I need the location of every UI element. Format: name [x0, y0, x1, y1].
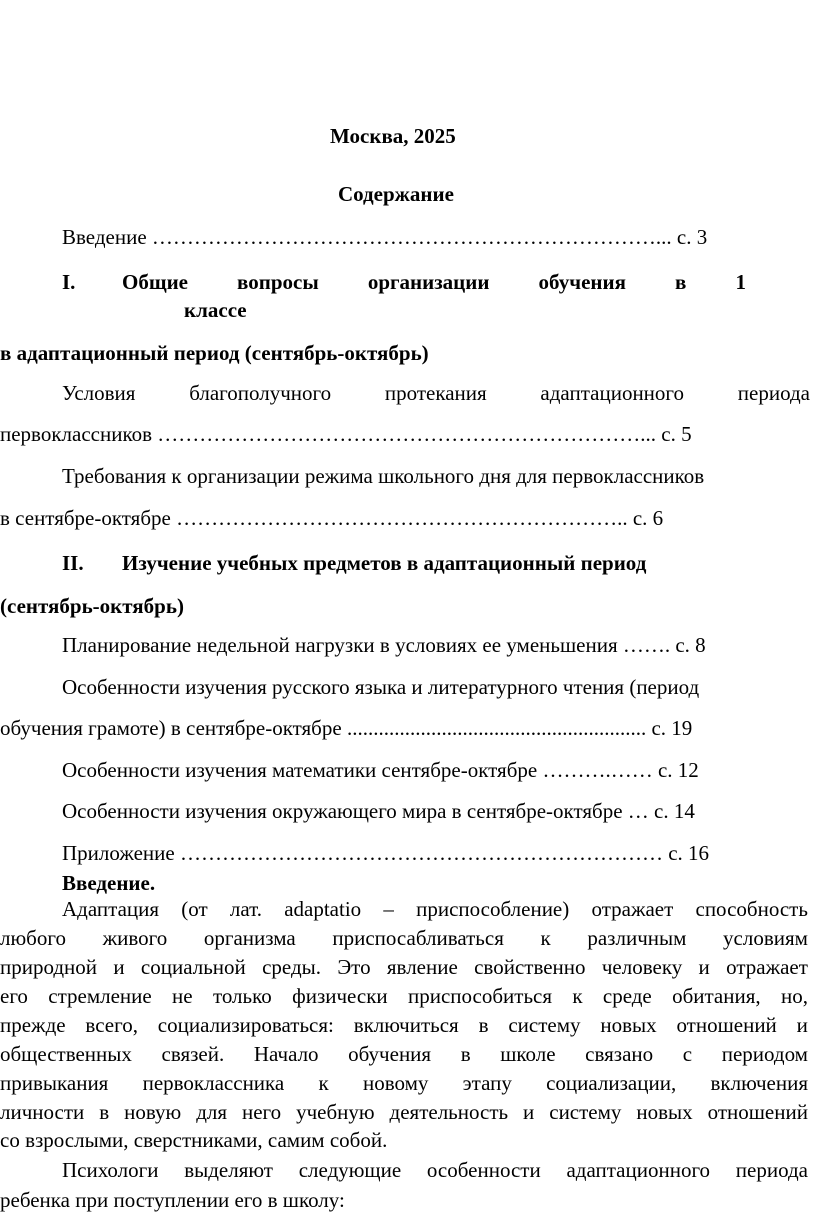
contents-title: Содержание — [338, 182, 454, 206]
toc-section-2-title-cont: (сентябрь-октябрь) — [0, 594, 184, 618]
toc-section-1-title-cont2: в адаптационный период (сентябрь-октябрь) — [0, 341, 429, 365]
paragraph-word: этапу — [462, 1071, 512, 1095]
paragraph-word: и — [796, 1013, 808, 1037]
paragraph-word: приспособиться — [407, 984, 553, 1008]
paragraph-word: Адаптация — [62, 897, 160, 921]
toc-section-1-title — [122, 272, 746, 293]
paragraph-word: Психологи — [62, 1158, 159, 1182]
paragraph-word: социальной — [140, 955, 246, 979]
paragraph-word: и — [523, 1100, 535, 1124]
paragraph-word: к — [572, 984, 583, 1008]
paragraph-word: новых — [636, 1100, 693, 1124]
paragraph-word: человеку — [601, 955, 683, 979]
toc-item-2-1: Планирование недельной нагрузки в условиях ее уменьшения ……. с. 8 — [62, 633, 706, 657]
paragraph-word: для — [196, 1100, 228, 1124]
toc-word: вопросы — [237, 270, 319, 294]
paragraph-word: выделяют — [184, 1158, 273, 1182]
toc-word: в — [675, 270, 687, 294]
toc-item-2-3: Особенности изучения математики сентябре-октябре ……….…… с. 12 — [62, 758, 699, 782]
paragraph-word: следующие — [298, 1158, 402, 1182]
paragraph-word: способность — [695, 897, 808, 921]
toc-item-2-4: Особенности изучения окружающего мира в сентябре-октябре … с. 14 — [62, 799, 695, 823]
toc-word: благополучного — [189, 381, 332, 405]
paragraph-word: прежде — [0, 1013, 66, 1037]
intro-paragraph-2-last-line: ребенка при поступлении его в школу: — [0, 1188, 345, 1212]
toc-item-1-1 — [62, 383, 810, 404]
paragraph-word: систему — [508, 1013, 581, 1037]
toc-section-2-number: II. — [62, 551, 84, 575]
paragraph-word: социализации, — [546, 1071, 677, 1095]
toc-intro: Введение ………………………………………………………………... с. 3 — [62, 225, 708, 249]
paragraph-word: отношений — [707, 1100, 808, 1124]
paragraph-word: систему — [549, 1100, 622, 1124]
paragraph-word: организма — [203, 926, 296, 950]
toc-section-1-number: I. — [62, 270, 76, 294]
toc-section-2-title: Изучение учебных предметов в адаптационный период — [122, 551, 647, 575]
paragraph-word: приспособление) — [416, 897, 570, 921]
paragraph-word: в — [478, 1013, 489, 1037]
toc-section-1-title-cont: классе — [184, 298, 247, 322]
paragraph-word: первоклассника — [142, 1071, 285, 1095]
paragraph-word: его — [0, 984, 28, 1008]
paragraph-word: обучения — [348, 1042, 432, 1066]
paragraph-word: лат. — [229, 897, 262, 921]
paragraph-word: только — [212, 984, 272, 1008]
paragraph-word: любого — [0, 926, 66, 950]
paragraph-word: среде — [602, 984, 652, 1008]
paragraph-word: природной — [0, 955, 98, 979]
paragraph-line — [62, 899, 808, 920]
paragraph-word: общественных — [0, 1042, 132, 1066]
paragraph-word: Это — [337, 955, 371, 979]
paragraph-word: различным — [587, 926, 687, 950]
paragraph-word: в — [99, 1100, 110, 1124]
paragraph-word: стремление — [48, 984, 152, 1008]
paragraph-word: условиям — [723, 926, 808, 950]
paragraph-word: связано — [585, 1042, 654, 1066]
toc-word: организации — [367, 270, 490, 294]
paragraph-word: деятельность — [389, 1100, 509, 1124]
paragraph-word: связей. — [161, 1042, 225, 1066]
toc-word: адаптационного — [540, 381, 685, 405]
paragraph-line — [0, 957, 808, 978]
paragraph-word: приспосабливаться — [332, 926, 504, 950]
paragraph-word: новых — [600, 1013, 657, 1037]
paragraph-word: отношений — [676, 1013, 777, 1037]
paragraph-word: обитания, — [672, 984, 761, 1008]
city-year: Москва, 2025 — [330, 124, 456, 148]
paragraph-line — [0, 1073, 808, 1094]
toc-word: Условия — [62, 381, 136, 405]
paragraph-word: периодом — [721, 1042, 808, 1066]
paragraph-word: адаптационного — [566, 1158, 711, 1182]
toc-item-2-2-cont: обучения грамоте) в сентябре-октябре ......................................................... с. 19 — [0, 716, 693, 740]
toc-item-1-1-cont: первоклассников ……………………………………………………………... с. 5 — [0, 422, 692, 446]
paragraph-line — [0, 1044, 808, 1065]
paragraph-word: (от — [181, 897, 208, 921]
toc-appendix: Приложение …………………………………………………………… с. 16 — [62, 841, 710, 865]
paragraph-word: включения — [710, 1071, 808, 1095]
paragraph-word: но, — [780, 984, 808, 1008]
paragraph-line — [62, 1160, 808, 1181]
paragraph-word: и — [113, 955, 125, 979]
toc-item-1-2-cont: в сентябре-октябре ……………………………………………………….. с. 6 — [0, 506, 664, 530]
paragraph-word: новому — [362, 1071, 429, 1095]
paragraph-line — [0, 1102, 808, 1123]
paragraph-word: в — [460, 1042, 471, 1066]
paragraph-line — [0, 928, 808, 949]
paragraph-word: отражает — [726, 955, 808, 979]
paragraph-word: новую — [124, 1100, 182, 1124]
paragraph-word: физически — [292, 984, 388, 1008]
paragraph-word: школе — [500, 1042, 556, 1066]
paragraph-word: Начало — [253, 1042, 319, 1066]
toc-word: 1 — [735, 270, 746, 294]
toc-word: обучения — [538, 270, 626, 294]
paragraph-word: к — [318, 1071, 329, 1095]
paragraph-word: отражает — [591, 897, 674, 921]
paragraph-word: него — [241, 1100, 282, 1124]
paragraph-word: периода — [735, 1158, 808, 1182]
paragraph-word: включиться — [353, 1013, 459, 1037]
paragraph-word: среды. — [262, 955, 321, 979]
paragraph-line — [0, 986, 808, 1007]
paragraph-word: с — [682, 1042, 693, 1066]
paragraph-word: особенности — [426, 1158, 541, 1182]
toc-word: протекания — [384, 381, 487, 405]
paragraph-word: явление — [386, 955, 458, 979]
paragraph-word: adaptatio — [284, 897, 362, 921]
paragraph-word: социализироваться: — [157, 1013, 334, 1037]
intro-paragraph-1-last-line: со взрослыми, сверстниками, самим собой. — [0, 1128, 388, 1152]
paragraph-word: свойственно — [474, 955, 586, 979]
paragraph-word: учебную — [296, 1100, 375, 1124]
toc-word: Общие — [122, 270, 188, 294]
intro-heading: Введение. — [62, 871, 156, 895]
paragraph-word: всего, — [85, 1013, 138, 1037]
toc-item-2-2: Особенности изучения русского языка и литературного чтения (период — [62, 675, 700, 699]
paragraph-word: живого — [102, 926, 168, 950]
paragraph-word: личности — [0, 1100, 85, 1124]
paragraph-word: не — [172, 984, 193, 1008]
toc-item-1-2: Требования к организации режима школьного дня для первоклассников — [62, 464, 705, 488]
paragraph-word: – — [383, 897, 394, 921]
paragraph-line — [0, 1015, 808, 1036]
paragraph-word: привыкания — [0, 1071, 109, 1095]
paragraph-word: и — [698, 955, 710, 979]
toc-word: периода — [737, 381, 810, 405]
paragraph-word: к — [540, 926, 551, 950]
